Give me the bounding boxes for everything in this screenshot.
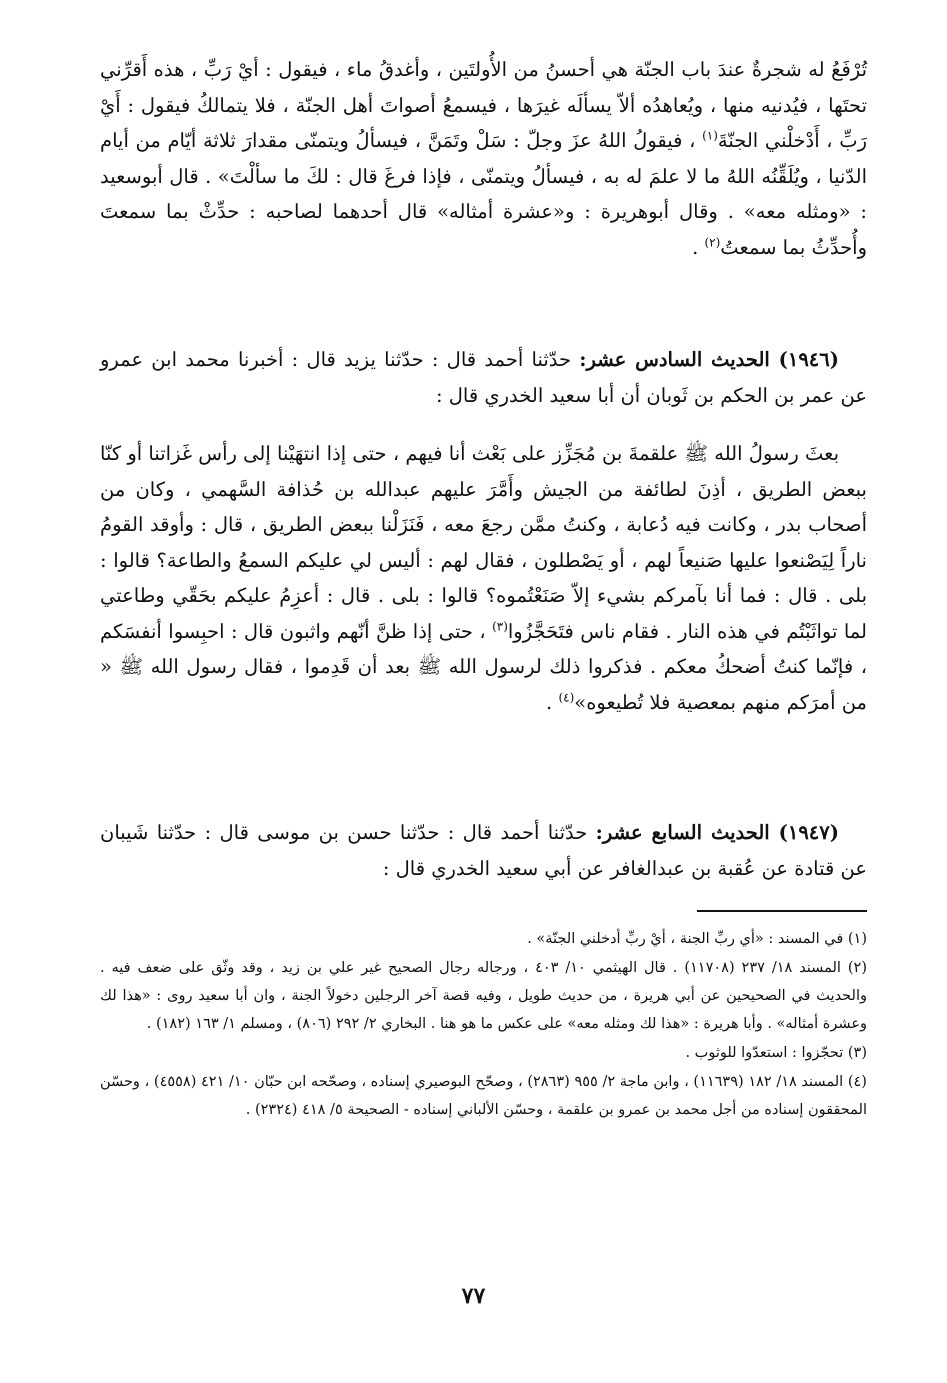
- footnote-ref[interactable]: (٣): [492, 619, 508, 633]
- isnad-text: حدّثنا أحمد قال : حدّثنا يزيد قال : أخبرنا محمد ابن عمرو عن عمر بن الحكم بن ثَوبان أن أبا سعيد الخدري قال :: [100, 348, 867, 407]
- footnote-2: (٢) المسند ١٨/ ٢٣٧ (١١٧٠٨) . قال الهيثمي ١٠/ ٤٠٣ ، ورجاله رجال الصحيح غير علي بن زيد ، وقد وثّق على ضعف فيه . والحديث في الصحيحين عن أبي هريرة ، من حديث طويل ، وفيه قصة آخر الرجلين دخولاً الجنة ، وان أبا سعيد روى : «هذا لك وعشرة أمثاله» . وأبا هريرة : «هذا لك ومثله معه» على عكس ما هو هنا . البخاري ٢/ ٢٩٢ (٨٠٦) ، ومسلم ١/ ١٦٣ (١٨٢) .: [100, 960, 867, 1032]
- text-run: .: [692, 235, 705, 259]
- isnad-text: حدّثنا أحمد قال : حدّثنا حسن بن موسى قال : حدّثنا شَيبان عن قتادة عن عُقبة بن عبدالغافر عن أبي سعيد الخدري قال :: [100, 821, 867, 880]
- text-run: بعثَ رسولُ الله ﷺ علقمةَ بن مُجَزِّز على بَعْث أنا فيهم ، حتى إذا انتهَيْنا إلى رأس غَزاتنا أو كنّا ببعض الطريق ، أذِنَ لطائفة من الجيش وأَمَّرَ عليهم عبدالله بن حُذافة السَّهمي ، وكان من أصحاب بدر ، وكانت فيه دُعابة ، وكنتُ ممَّن رجعَ معه ، فَنَزَلْنا ببعض الطريق ، قال : وأوقد القومُ ناراً لِيَصْنعوا عليها صَنيعاً لهم ، أو يَصْطلون ، فقال لهم : أليس لي عليكم السمعُ والطاعة؟ قالوا : بلى . قال : فما أنا بآمركم بشيء إلاّ صَنَعْتُموه؟ قالوا : بلى . قال : أعزِمُ عليكم بحَقّي وطاعتي لما تواثَبْتُم في هذه النار . فقام ناس فتَحَجَّزُوا: [100, 442, 867, 643]
- footnotes: [100, 925, 867, 1125]
- hadith-matn: [100, 436, 867, 720]
- page-number: ٧٧: [461, 1283, 486, 1309]
- hadith-1947: [100, 815, 867, 886]
- hadith-1946: [100, 342, 867, 413]
- hadith-number-label: (١٩٤٧) الحديث السابع عشر:: [595, 821, 839, 844]
- text-run: ، فيقولُ اللهُ عزَ وجلّ : سَلْ وتَمَنَّ ، فيسألُ ويتمنّى مقدارَ ثلاثة أيّام من أيام الدّنيا ، ويُلَقِّنُه اللهُ ما لا علمَ له به ، فيسألُ ويتمنّى ، فإذا فرغَ قال : لكَ ما سألْتَ» . قال أبوسعيد : «ومثله معه» . وقال أبوهريرة : و«عشرة أمثاله» قال أحدهما لصاحبه : حدِّثْ بما سمعتَ وأُحدِّثُ بما سمعتُ: [100, 129, 867, 259]
- text-run: تُرْفَعُ له شجرةٌ عندَ باب الجنّة هي أحسنُ من الأُولتَين ، وأغدقُ ماء ، فيقول : أيْ رَبِّ ، هذه أَقرِّني تحتَها ، فيُدنيه منها ، ويُعاهدُه ألاّ يسألَه غيرَها ، فيسمعُ أصواتَ أهل الجنّة ، فلا يتمالكُ فيقول : أَيْ رَبِّ ، أَدْخلْني الجنّةَ: [100, 58, 867, 152]
- footnote-1: (١) في المسند : «أي ربِّ الجنة ، أيْ ربِّ أدخلني الجنّة» .: [527, 931, 867, 947]
- hadith-heading: [100, 815, 867, 886]
- footnote-4: (٤) المسند ١٨/ ١٨٢ (١١٦٣٩) ، وابن ماجة ٢/ ٩٥٥ (٢٨٦٣) ، وصحّح البوصيري إسناده ، وصحّحه ابن حبّان ١٠/ ٤٢١ (٤٥٥٨) ، وحسّن المحققون إسناده من أجل محمد بن عمرو بن علقمة ، وحسّن الألباني إسناده - الصحيحة ٥/ ٤١٨ (٢٣٢٤) .: [100, 1074, 867, 1118]
- hadith-1946-body: [100, 436, 867, 720]
- main-text: [100, 52, 867, 265]
- footnote-3: (٣) تحجّزوا : استعدّوا للوثوب .: [685, 1045, 867, 1061]
- hadith-heading: [100, 342, 867, 413]
- paragraph-continuation: [100, 52, 867, 265]
- footnote-ref[interactable]: (٢): [704, 235, 721, 249]
- hadith-number-label: (١٩٤٦) الحديث السادس عشر:: [579, 348, 839, 371]
- footnote-ref[interactable]: (١): [702, 128, 718, 143]
- footnote-ref[interactable]: (٤): [558, 690, 575, 704]
- text-run: ، حتى إذا ظنَّ أنّهم واثبون قال : احبِسوا أنفسَكم ، فإنّما كنتُ أضحكُ معكم . فذكروا ذلك لرسول الله ﷺ بعد أن قَدِموا ، فقال رسول الله ﷺ « من أمرَكم منهم بمعصية فلا تُطيعوه»: [100, 619, 867, 714]
- footnote-divider: [697, 910, 867, 912]
- text-run: .: [546, 690, 559, 714]
